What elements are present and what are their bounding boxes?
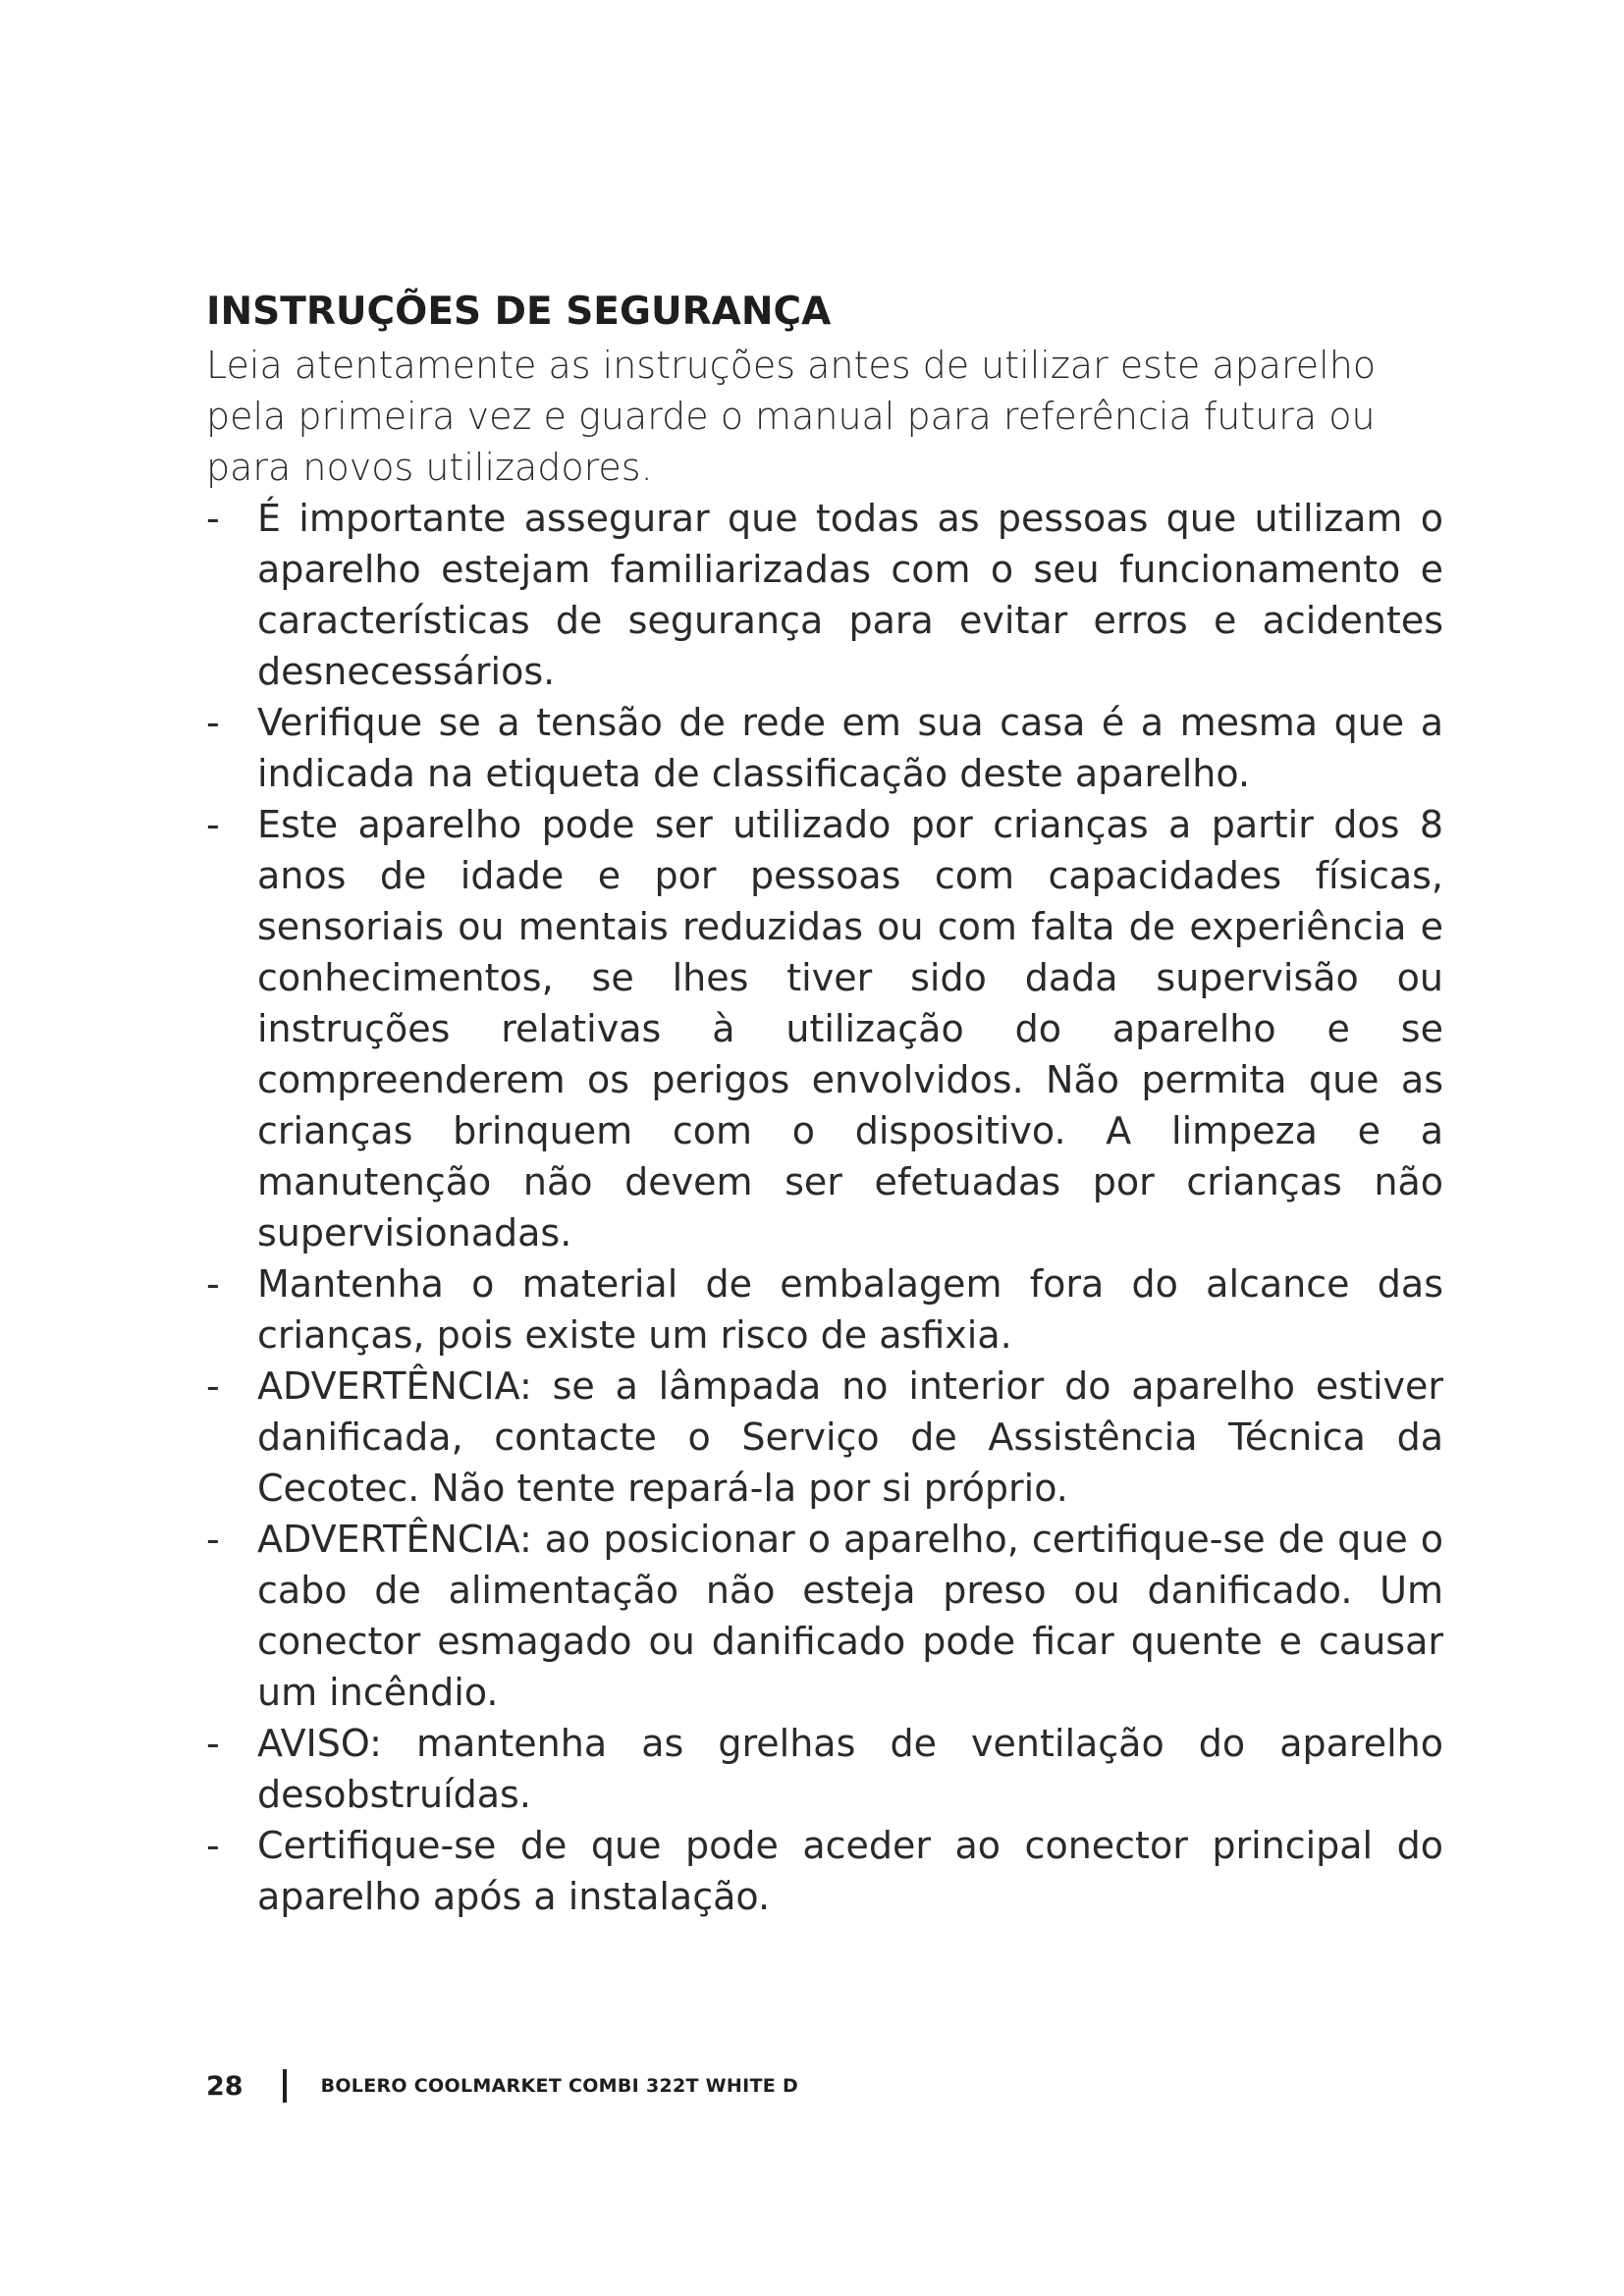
footer-separator	[283, 2069, 287, 2103]
bullet-dash: -	[206, 803, 220, 846]
list-item-text: ADVERTÊNCIA: se a lâmpada no interior do aparelho estiver danificada, contacte o Serviço de Assistência Técnica da Cecotec. Não tente repará-la por si próprio.	[257, 1364, 1443, 1510]
bullet-dash: -	[206, 1722, 220, 1765]
bullet-dash: -	[206, 701, 220, 744]
list-item	[206, 697, 1443, 799]
page-footer	[206, 2069, 798, 2103]
list-item	[206, 799, 1443, 1258]
list-item-text: AVISO: mantenha as grelhas de ventilação do aparelho desobstruídas.	[257, 1722, 1443, 1816]
intro-paragraph: Leia atentamente as instruções antes de utilizar este aparelho pela primeira vez e guarde o manual para referência futura ou para novos utilizadores.	[206, 344, 1377, 489]
list-item-text: Mantenha o material de embalagem fora do alcance das crianças, pois existe um risco de asfixia.	[257, 1262, 1443, 1357]
list-item-text: Certifique-se de que pode aceder ao conector principal do aparelho após a instalação.	[257, 1824, 1443, 1918]
bullet-dash: -	[206, 1364, 220, 1408]
list-item-text: Este aparelho pode ser utilizado por crianças a partir dos 8 anos de idade e por pessoas com capacidades físicas, sensoriais ou mentais reduzidas ou com falta de experiência e conhecimentos, se lhes tiver sido dada supervisão ou instruções relativas à utilização do aparelho e se compreenderem os perigos envolvidos. Não permita que as crianças brinquem com o dispositivo. A limpeza e a manutenção não devem ser efetuadas por crianças não supervisionadas.	[257, 803, 1443, 1255]
product-name: BOLERO COOLMARKET COMBI 322T WHITE D	[320, 2075, 799, 2097]
bullet-dash: -	[206, 1262, 220, 1306]
list-item-text: ADVERTÊNCIA: ao posicionar o aparelho, certifique-se de que o cabo de alimentação não esteja preso ou danificado. Um conector esmagado ou danificado pode ficar quente e causar um incêndio.	[257, 1518, 1443, 1714]
list-item	[206, 1361, 1443, 1514]
list-item	[206, 1820, 1443, 1922]
list-item	[206, 1514, 1443, 1718]
list-item	[206, 1718, 1443, 1820]
list-item	[206, 493, 1443, 697]
bullet-dash: -	[206, 497, 220, 540]
safety-list	[206, 493, 1443, 1922]
list-item-text: Verifique se a tensão de rede em sua casa é a mesma que a indicada na etiqueta de classificação deste aparelho.	[257, 701, 1443, 795]
bullet-dash: -	[206, 1824, 220, 1867]
list-item-text: É importante assegurar que todas as pessoas que utilizam o aparelho estejam familiarizadas com o seu funcionamento e características de segurança para evitar erros e acidentes desnecessários.	[257, 497, 1443, 693]
page-number: 28	[206, 2070, 244, 2102]
section-title: INSTRUÇÕES DE SEGURANÇA	[206, 290, 832, 334]
page-content	[206, 285, 1443, 1922]
list-item	[206, 1258, 1443, 1361]
bullet-dash: -	[206, 1518, 220, 1561]
